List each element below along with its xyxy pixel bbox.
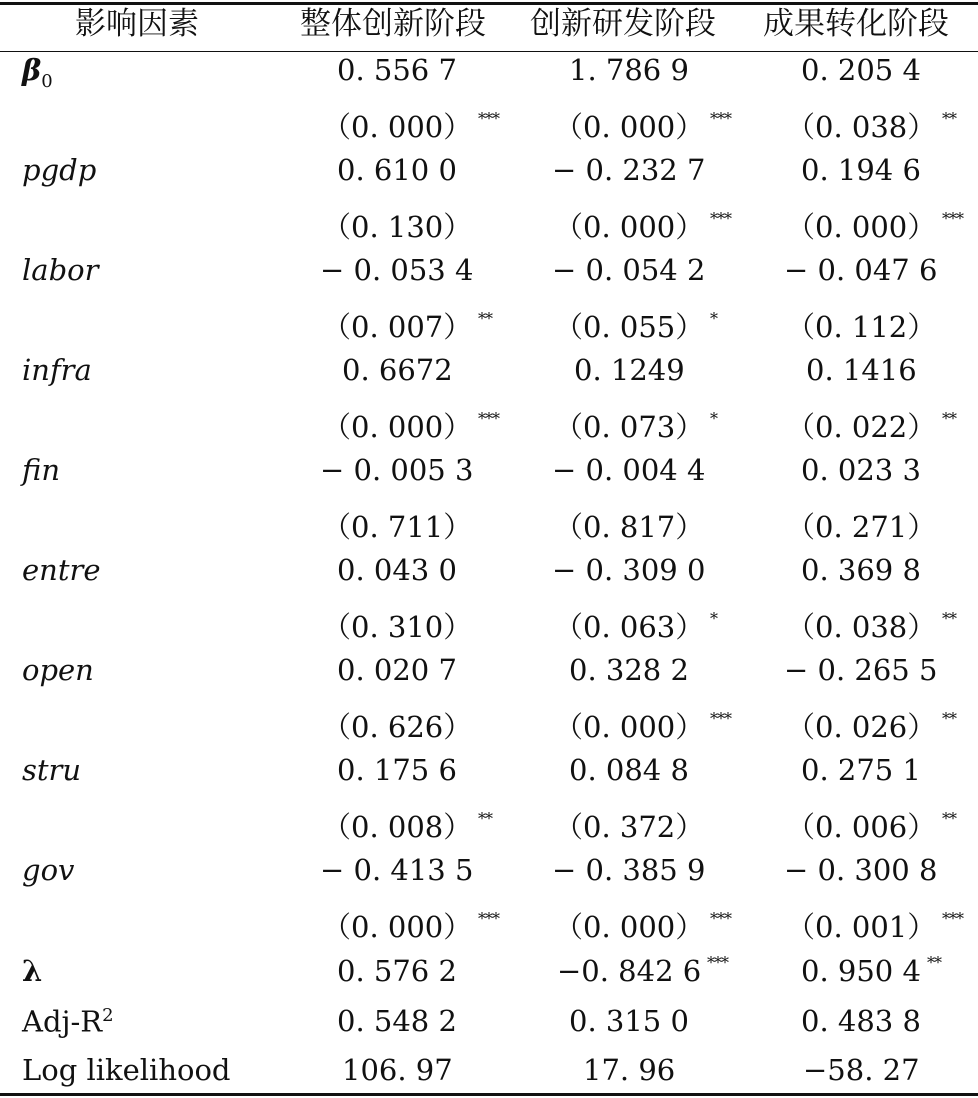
coef-r1-c1: − 0. 232 7 (552, 153, 706, 187)
pvalue-r5-c1: （0. 063） (554, 610, 705, 644)
pvalue-r4-c2: （0. 271） (786, 510, 937, 544)
pvalue-r3-c0: （0. 000） (322, 410, 473, 444)
header-cell-0: 影响因素 (75, 6, 199, 42)
top-rule (0, 2, 978, 5)
pvalue-r1-c2: （0. 000） (786, 210, 937, 244)
coef-r0-c1: 1. 786 9 (569, 53, 689, 87)
header-cell-3: 成果转化阶段 (763, 6, 949, 42)
stars-r7-c2: ** (942, 809, 956, 828)
coef-r5-c1: − 0. 309 0 (552, 553, 706, 587)
pvalue-r7-c2: （0. 006） (786, 810, 937, 844)
coef-r7-c1: 0. 084 8 (569, 753, 689, 787)
summary-r1-c0: 0. 548 2 (337, 1004, 457, 1038)
pvalue-r0-c0: （0. 000） (322, 110, 473, 144)
summary-label-2: Log likelihood (22, 1053, 231, 1087)
coef-r2-c0: − 0. 053 4 (320, 253, 474, 287)
pvalue-r0-c2: （0. 038） (786, 110, 937, 144)
pvalue-r3-c2: （0. 022） (786, 410, 937, 444)
pvalue-r7-c1: （0. 372） (554, 810, 705, 844)
coef-r5-c2: 0. 369 8 (801, 553, 921, 587)
stars-r8-c1: *** (710, 909, 731, 928)
pvalue-r1-c1: （0. 000） (554, 210, 705, 244)
summary-label-0: λ (22, 954, 43, 988)
header-rule (0, 51, 978, 52)
coef-r5-c0: 0. 043 0 (337, 553, 457, 587)
row-label-3: infra (22, 353, 92, 387)
summary-r2-c2: −58. 27 (803, 1053, 920, 1087)
summary-label-1: Adj-$R^2$ (22, 1004, 114, 1039)
pvalue-r7-c0: （0. 008） (322, 810, 473, 844)
coef-r7-c0: 0. 175 6 (337, 753, 457, 787)
row-label-6: open (22, 653, 94, 687)
summary-r1-c1: 0. 315 0 (569, 1004, 689, 1038)
pvalue-r2-c1: （0. 055） (554, 310, 705, 344)
header-cell-1: 整体创新阶段 (300, 6, 486, 42)
stars-r8-c0: *** (478, 909, 499, 928)
coef-r1-c2: 0. 194 6 (801, 153, 921, 187)
coef-r6-c0: 0. 020 7 (337, 653, 457, 687)
stars-r5-c2: ** (942, 609, 956, 628)
pvalue-r8-c0: （0. 000） (322, 910, 473, 944)
coef-r4-c1: − 0. 004 4 (552, 453, 706, 487)
coef-r8-c0: − 0. 413 5 (320, 853, 474, 887)
stars-r0-c2: ** (942, 109, 956, 128)
stars-r3-c2: ** (942, 409, 956, 428)
stars-r0-c1: *** (710, 109, 731, 128)
stars-r1-c1: *** (710, 209, 731, 228)
coef-r6-c2: − 0. 265 5 (784, 653, 938, 687)
pvalue-r6-c1: （0. 000） (554, 710, 705, 744)
pvalue-r5-c0: （0. 310） (322, 610, 473, 644)
row-label-8: gov (22, 853, 75, 887)
stars-r0-c0: *** (478, 109, 499, 128)
pvalue-r6-c0: （0. 626） (322, 710, 473, 744)
coef-r8-c2: − 0. 300 8 (784, 853, 938, 887)
stars-r8-c2: *** (942, 909, 963, 928)
summary-r2-c1: 17. 96 (583, 1053, 676, 1087)
coef-r3-c2: 0. 1416 (806, 353, 917, 387)
stars-r2-c1: * (710, 309, 717, 328)
summary-stars-r0-c2: ** (927, 953, 941, 972)
stars-r1-c2: *** (942, 209, 963, 228)
coef-r8-c1: − 0. 385 9 (552, 853, 706, 887)
stars-r3-c1: * (710, 409, 717, 428)
pvalue-r0-c1: （0. 000） (554, 110, 705, 144)
coef-r2-c2: − 0. 047 6 (784, 253, 938, 287)
pvalue-r1-c0: （0. 130） (322, 210, 473, 244)
coef-r4-c2: 0. 023 3 (801, 453, 921, 487)
row-label-4: fin (22, 453, 61, 487)
pvalue-r4-c0: （0. 711） (322, 510, 473, 544)
pvalue-r3-c1: （0. 073） (554, 410, 705, 444)
pvalue-r2-c0: （0. 007） (322, 310, 473, 344)
row-label-0: $\beta_0$ (22, 53, 53, 92)
stars-r6-c2: ** (942, 709, 956, 728)
row-label-1: pgdp (22, 153, 97, 187)
stars-r6-c1: *** (710, 709, 731, 728)
pvalue-r2-c2: （0. 112） (786, 310, 937, 344)
summary-r2-c0: 106. 97 (342, 1053, 453, 1087)
stars-r5-c1: * (710, 609, 717, 628)
bottom-rule (0, 1093, 978, 1096)
row-label-2: labor (22, 253, 99, 287)
summary-r0-c0: 0. 576 2 (337, 954, 457, 988)
coef-r4-c0: − 0. 005 3 (320, 453, 474, 487)
stars-r3-c0: *** (478, 409, 499, 428)
coef-r0-c0: 0. 556 7 (337, 53, 457, 87)
summary-r0-c2: 0. 950 4 (801, 954, 921, 988)
coef-r6-c1: 0. 328 2 (569, 653, 689, 687)
summary-r0-c1: −0. 842 6 (557, 954, 702, 988)
header-cell-2: 创新研发阶段 (530, 6, 716, 42)
coef-r3-c0: 0. 6672 (342, 353, 453, 387)
pvalue-r6-c2: （0. 026） (786, 710, 937, 744)
summary-stars-r0-c1: *** (707, 953, 728, 972)
pvalue-r5-c2: （0. 038） (786, 610, 937, 644)
row-label-7: stru (22, 753, 82, 787)
row-label-5: entre (22, 553, 101, 587)
coef-r7-c2: 0. 275 1 (801, 753, 921, 787)
coef-r2-c1: − 0. 054 2 (552, 253, 706, 287)
coef-r3-c1: 0. 1249 (574, 353, 685, 387)
pvalue-r4-c1: （0. 817） (554, 510, 705, 544)
pvalue-r8-c1: （0. 000） (554, 910, 705, 944)
summary-r1-c2: 0. 483 8 (801, 1004, 921, 1038)
stars-r7-c0: ** (478, 809, 492, 828)
coef-r1-c0: 0. 610 0 (337, 153, 457, 187)
pvalue-r8-c2: （0. 001） (786, 910, 937, 944)
coef-r0-c2: 0. 205 4 (801, 53, 921, 87)
stars-r2-c0: ** (478, 309, 492, 328)
